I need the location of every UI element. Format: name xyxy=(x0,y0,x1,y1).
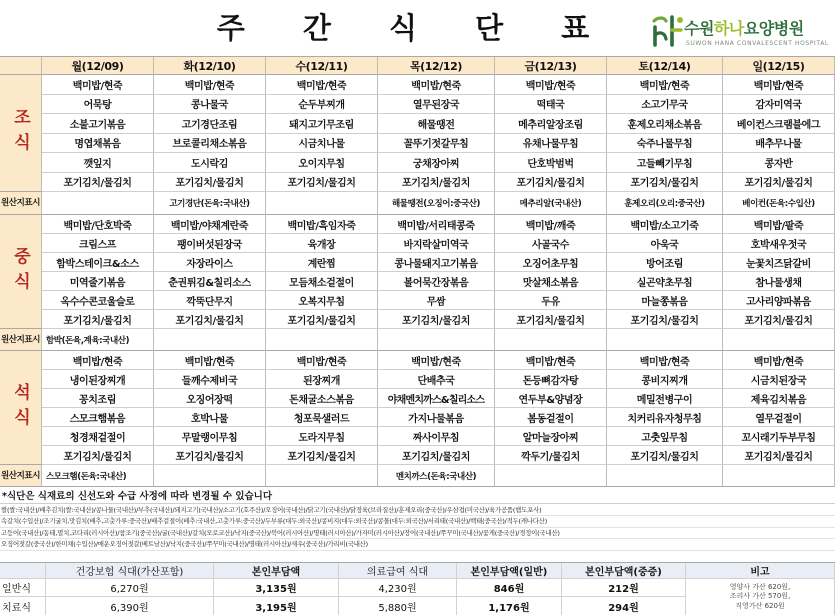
menu-item: 포기김치/물김치 xyxy=(495,173,607,193)
cost-value: 1,176원 xyxy=(457,597,562,615)
menu-item: 스모크햄볶음 xyxy=(42,408,154,427)
menu-item: 시금치나물 xyxy=(266,134,378,154)
menu-item: 돈채굴소스볶음 xyxy=(266,389,378,408)
menu-item: 오이지무침 xyxy=(266,153,378,173)
hospital-logo xyxy=(650,13,835,53)
menu-item: 호박나물 xyxy=(154,408,266,427)
cost-header: 의료급여 식대 xyxy=(339,563,457,579)
origin-note-line: 고등어(국내산)/동태,멸치,코다리(러시아산)/참조기(중국산)/굴(국내산)/갈치(모로코산)/낙지(중국산)/북어(러시아산)/명태(러시아산)/가자미(러시아산)/장어(국내산)/쭈꾸미(국내산)/꽃게(중국산)/경정이(국내산) xyxy=(0,528,835,539)
menu-item: 포기김치/물김치 xyxy=(607,310,723,329)
menu-item: 포기김치/물김치 xyxy=(266,173,378,193)
menu-item: 야채멘치까스&칠리소스 xyxy=(378,389,495,408)
origin-cell xyxy=(42,192,154,215)
cost-value: 6,390원 xyxy=(46,597,214,615)
menu-item: 메추리알장조림 xyxy=(495,114,607,134)
origin-note-line: 속갈치(수입산)/조기굴치,맛김치(배추,고춧가루:중국산)/배추겉절이(배추:국내산,고춧가루:중국산)/두부류(대두:외국산)/콩비지(대두:외국산)/콩물(대두:외국산)/서리태(국내산)/백태(중국산)/적두(캐나다산) xyxy=(0,516,835,527)
day-header: 월(12/09) xyxy=(42,57,154,75)
menu-item: 고들빼기무침 xyxy=(607,153,723,173)
menu-item: 고사리양파볶음 xyxy=(723,291,835,310)
origin-cell: 멘치까스(돈육:국내산) xyxy=(378,465,495,487)
cost-header: 본인부담액 xyxy=(214,563,339,579)
cost-header xyxy=(0,563,46,579)
menu-item: 백미밥/현죽 xyxy=(266,75,378,95)
menu-item: 포기김치/물김치 xyxy=(42,310,154,329)
menu-item: 포기김치/물김치 xyxy=(154,446,266,465)
menu-item: 청경채겉절이 xyxy=(42,427,154,446)
menu-item: 도시락김 xyxy=(154,153,266,173)
cost-value: 3,195원 xyxy=(214,597,339,615)
menu-item: 열무겉절이 xyxy=(723,408,835,427)
menu-item: 미역줄기볶음 xyxy=(42,272,154,291)
menu-item: 포기김치/물김치 xyxy=(723,173,835,193)
menu-item: 순두부찌개 xyxy=(266,95,378,115)
menu-item: 백미밥/현죽 xyxy=(266,351,378,370)
cost-header: 본인부담액(일반) xyxy=(457,563,562,579)
menu-item: 알마늘장아찌 xyxy=(495,427,607,446)
menu-item: 연두부&양념장 xyxy=(495,389,607,408)
menu-item: 콩비지찌개 xyxy=(607,370,723,389)
menu-change-notice: *식단은 식재료의 신선도와 수급 사정에 따라 변경될 수 있습니다 xyxy=(0,490,835,504)
menu-item: 꽁치조림 xyxy=(42,389,154,408)
meal-label: 중식 xyxy=(0,215,42,329)
cost-value: 5,880원 xyxy=(339,597,457,615)
menu-item: 청포묵샐러드 xyxy=(266,408,378,427)
menu-item: 포기김치/물김치 xyxy=(42,446,154,465)
menu-item: 고기경단조림 xyxy=(154,114,266,134)
menu-item: 무쌈 xyxy=(378,291,495,310)
menu-item: 콩자반 xyxy=(723,153,835,173)
menu-item: 참나물생채 xyxy=(723,272,835,291)
remark-line: 조리사 가산 570원, xyxy=(729,592,791,601)
menu-item: 포기김치/물김치 xyxy=(266,310,378,329)
cost-value: 3,135원 xyxy=(214,579,339,597)
menu-item: 백미밥/현죽 xyxy=(495,351,607,370)
remark-line: 영양사 가산 620원, xyxy=(729,582,791,591)
cost-value: 846원 xyxy=(457,579,562,597)
menu-item: 궁채장아찌 xyxy=(378,153,495,173)
menu-item: 모듬채소겉절이 xyxy=(266,272,378,291)
origin-cell xyxy=(607,329,723,351)
cost-header: 비고 xyxy=(686,563,835,579)
origin-label: 원산지표시 xyxy=(0,192,42,215)
menu-item: 제육김치볶음 xyxy=(723,389,835,408)
menu-item: 해물땡전 xyxy=(378,114,495,134)
menu-item: 브로콜리채소볶음 xyxy=(154,134,266,154)
menu-item: 백미밥/소고기죽 xyxy=(607,215,723,234)
origin-cell: 함박(돈육,계육:국내산) xyxy=(42,329,154,351)
hospital-name: 수원하나요양병원 xyxy=(684,19,804,38)
menu-item: 백미밥/현죽 xyxy=(154,351,266,370)
meal-label: 석식 xyxy=(0,351,42,465)
menu-item: 포기김치/물김치 xyxy=(723,446,835,465)
menu-item: 냉이된장찌개 xyxy=(42,370,154,389)
menu-item: 포기김치/물김치 xyxy=(607,446,723,465)
menu-item: 육개장 xyxy=(266,234,378,253)
hospital-logo-icon xyxy=(650,13,686,49)
origin-cell: 메추리알(국내산) xyxy=(495,192,607,215)
menu-item: 백미밥/팥죽 xyxy=(723,215,835,234)
menu-item: 눈꽃치즈닭갈비 xyxy=(723,253,835,272)
origin-label: 원산지표시 xyxy=(0,465,42,487)
menu-item: 백미밥/깨죽 xyxy=(495,215,607,234)
menu-item: 소불고기볶음 xyxy=(42,114,154,134)
menu-item: 배추무나물 xyxy=(723,134,835,154)
cost-value: 4,230원 xyxy=(339,579,457,597)
menu-item: 백미밥/현죽 xyxy=(378,75,495,95)
menu-item: 백미밥/현죽 xyxy=(42,351,154,370)
menu-item: 꼴뚜기젓갈무침 xyxy=(378,134,495,154)
menu-item: 치커리유자청무침 xyxy=(607,408,723,427)
menu-item: 맛살채소볶음 xyxy=(495,272,607,291)
hospital-subtitle: SUWON HANA CONVALESCENT HOSPITAL xyxy=(686,40,829,47)
menu-item: 단호박범벅 xyxy=(495,153,607,173)
origin-cell xyxy=(378,329,495,351)
menu-item: 백미밥/현죽 xyxy=(495,75,607,95)
corner-cell xyxy=(0,57,42,75)
menu-item: 콩나물돼지고기볶음 xyxy=(378,253,495,272)
remark-line: 직영가산 620원 xyxy=(735,601,785,610)
origin-cell xyxy=(723,329,835,351)
menu-item: 무말랭이무침 xyxy=(154,427,266,446)
menu-item: 숙주나물무침 xyxy=(607,134,723,154)
cost-value: 212원 xyxy=(562,579,686,597)
menu-item: 포기김치/물김치 xyxy=(378,446,495,465)
remarks-cell xyxy=(686,579,835,615)
origin-cell xyxy=(154,465,266,487)
page-title: 주 간 식 단 표 xyxy=(216,11,614,45)
cost-header: 본인부담액(중증) xyxy=(562,563,686,579)
menu-item: 떡태국 xyxy=(495,95,607,115)
meal-cost-table xyxy=(0,562,835,615)
menu-item: 소고기무국 xyxy=(607,95,723,115)
menu-item: 포기김치/물김치 xyxy=(607,173,723,193)
menu-item: 사골국수 xyxy=(495,234,607,253)
menu-item: 백미밥/현죽 xyxy=(607,351,723,370)
menu-item: 백미밥/현죽 xyxy=(378,351,495,370)
menu-item: 크림스프 xyxy=(42,234,154,253)
menu-item: 볼어묵간장볶음 xyxy=(378,272,495,291)
origin-cell xyxy=(266,329,378,351)
menu-item: 아욱국 xyxy=(607,234,723,253)
origin-cell xyxy=(266,465,378,487)
menu-item: 포기김치/물김치 xyxy=(154,173,266,193)
cost-value: 294원 xyxy=(562,597,686,615)
menu-item: 포기김치/물김치 xyxy=(723,310,835,329)
origin-cell xyxy=(266,192,378,215)
origin-cell: 베이컨(돈육:수입산) xyxy=(723,192,835,215)
day-header: 목(12/12) xyxy=(378,57,495,75)
menu-item: 감자미역국 xyxy=(723,95,835,115)
menu-item: 방어조림 xyxy=(607,253,723,272)
menu-item: 두유 xyxy=(495,291,607,310)
meal-label: 조식 xyxy=(0,75,42,192)
menu-item: 포기김치/물김치 xyxy=(266,446,378,465)
origin-cell xyxy=(607,465,723,487)
day-header: 금(12/13) xyxy=(495,57,607,75)
menu-item: 도라지무침 xyxy=(266,427,378,446)
origin-cell: 고기경단(돈육:국내산) xyxy=(154,192,266,215)
cost-header: 건강보험 식대(가산포함) xyxy=(46,563,214,579)
menu-item: 백미밥/서리태콩죽 xyxy=(378,215,495,234)
day-header: 일(12/15) xyxy=(723,57,835,75)
menu-item: 계란찜 xyxy=(266,253,378,272)
menu-item: 백미밥/현죽 xyxy=(42,75,154,95)
menu-item: 깻잎지 xyxy=(42,153,154,173)
menu-item: 된장찌개 xyxy=(266,370,378,389)
menu-item: 포기김치/물김치 xyxy=(378,310,495,329)
ingredient-origin-notes xyxy=(0,505,835,551)
day-header: 토(12/14) xyxy=(607,57,723,75)
menu-item: 깍뚝단무지 xyxy=(154,291,266,310)
menu-item: 메밀전병구이 xyxy=(607,389,723,408)
day-header: 수(12/11) xyxy=(266,57,378,75)
diet-type-label: 치료식 xyxy=(0,597,46,615)
menu-item: 팽이버섯된장국 xyxy=(154,234,266,253)
origin-label: 원산지표시 xyxy=(0,329,42,351)
origin-cell xyxy=(154,329,266,351)
menu-item: 백미밥/현죽 xyxy=(607,75,723,95)
origin-cell: 스모크햄(돈육:국내산) xyxy=(42,465,154,487)
cost-value: 6,270원 xyxy=(46,579,214,597)
menu-item: 콩나물국 xyxy=(154,95,266,115)
menu-item: 돼지고기무조림 xyxy=(266,114,378,134)
menu-item: 가지나물볶음 xyxy=(378,408,495,427)
menu-item: 베이컨스크램블에그 xyxy=(723,114,835,134)
origin-note-line: 오징어젓갈(중국산)/한미채(수입산)/매운오징어젓갈(베트남산)/낙지(중국산)/쭈꾸미(국내산)/명태(러시아산)/새우(중국산)/가리비(국내산) xyxy=(0,539,835,550)
menu-item: 유채나물무침 xyxy=(495,134,607,154)
menu-item: 시금치된장국 xyxy=(723,370,835,389)
menu-item: 함박스테이크&소스 xyxy=(42,253,154,272)
menu-item: 단배추국 xyxy=(378,370,495,389)
menu-item: 자장라이스 xyxy=(154,253,266,272)
origin-cell xyxy=(495,329,607,351)
menu-item: 짜사이무침 xyxy=(378,427,495,446)
menu-item: 포기김치/물김치 xyxy=(154,310,266,329)
menu-item: 오징어장떡 xyxy=(154,389,266,408)
menu-item: 오징어초무침 xyxy=(495,253,607,272)
menu-item: 꼬시래기두부무침 xyxy=(723,427,835,446)
origin-cell: 해물땡전(오징어:중국산) xyxy=(378,192,495,215)
menu-item: 열무된장국 xyxy=(378,95,495,115)
origin-cell: 훈제오리(오리:중국산) xyxy=(607,192,723,215)
diet-type-label: 일반식 xyxy=(0,579,46,597)
menu-item: 백미밥/흑임자죽 xyxy=(266,215,378,234)
menu-item: 명엽채볶음 xyxy=(42,134,154,154)
origin-note-line: 쌀(쌀:국내산)/배추김치(쌀:국내산)/콩나물(국내산)/부추(국내산)/돼지고기(국내산)/소고기(호주산)/오징어(국내산)/닭고기(국내산)/닭정육(브라질산)/훈제오리(중국산)/우삼겹(미국산)/육가공품(햄도포사) xyxy=(0,505,835,516)
menu-item: 백미밥/현죽 xyxy=(154,75,266,95)
title-bar xyxy=(0,0,835,56)
menu-item: 옥수수콘코울슬로 xyxy=(42,291,154,310)
menu-item: 백미밥/야채계란죽 xyxy=(154,215,266,234)
menu-item: 실곤약초무침 xyxy=(607,272,723,291)
menu-item: 백미밥/현죽 xyxy=(723,75,835,95)
menu-item: 바지락살미역국 xyxy=(378,234,495,253)
menu-item: 깍두기/물김치 xyxy=(495,446,607,465)
menu-item: 백미밥/단호박죽 xyxy=(42,215,154,234)
weekly-menu-table xyxy=(0,56,835,487)
menu-item: 호박새우젓국 xyxy=(723,234,835,253)
menu-item: 들깨수제비국 xyxy=(154,370,266,389)
menu-item: 포기김치/물김치 xyxy=(42,173,154,193)
menu-item: 포기김치/물김치 xyxy=(495,310,607,329)
menu-item: 고춧잎무침 xyxy=(607,427,723,446)
menu-item: 포기김치/물김치 xyxy=(378,173,495,193)
menu-item: 어묵탕 xyxy=(42,95,154,115)
menu-item: 오복지무침 xyxy=(266,291,378,310)
menu-item: 춘권튀김&칠리소스 xyxy=(154,272,266,291)
menu-item: 훈제오리채소볶음 xyxy=(607,114,723,134)
day-header: 화(12/10) xyxy=(154,57,266,75)
menu-item: 백미밥/현죽 xyxy=(723,351,835,370)
menu-item: 돈등뼈감자탕 xyxy=(495,370,607,389)
origin-cell xyxy=(723,465,835,487)
menu-item: 봄동겉절이 xyxy=(495,408,607,427)
menu-item: 마늘쫑볶음 xyxy=(607,291,723,310)
origin-cell xyxy=(495,465,607,487)
